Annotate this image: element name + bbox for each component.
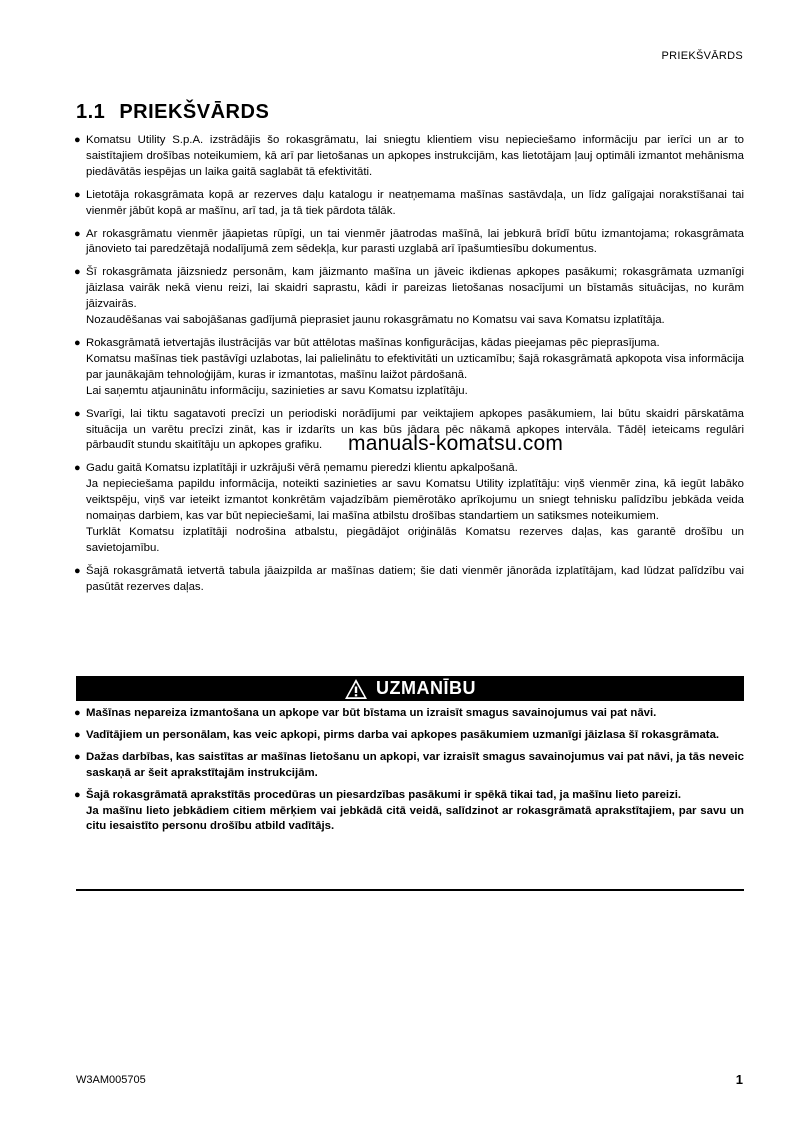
paragraph: Šī rokasgrāmata jāizsniedz personām, kam jāizmanto mašīna un jāveic ikdienas apkopes pasākumi; rokasgrāmata uzmanīgi jāizlasa vairāk nekā vienu reizi, lai skaidri saprastu, kādi ir pareizas lietošanas nosacījumi un bīstamās situācijas, no kurām jāizvairās. [86,266,744,311]
running-header: PRIEKŠVĀRDS [661,50,743,62]
paragraph: Dažas darbības, kas saistītas ar mašīnas lietošanu un apkopi, var izraisīt smagus savainojumus vai pat nāvi, ja tās neveic saskaņā ar šeit aprakstītajām instrukcijām. [86,750,744,779]
watermark-text: manuals-komatsu.com [348,432,564,455]
paragraph: Rokasgrāmatā ietvertajās ilustrācijās var būt attēlotas mašīnas konfigurācijas, kādas pieejamas pēc pieprasījuma. [86,336,660,349]
warning-content [76,706,744,841]
paragraph: Ar rokasgrāmatu vienmēr jāapietas rūpīgi, un tai vienmēr jāatrodas mašīnā, lai jebkurā brīdī būtu izmantojama; rokasgrāmata jānovieto tai paredzētajā nodalījumā zem sēdekļa, kur parasti uzglabā arī īpašumtiesību dokumentus. [86,227,744,256]
bullet-icon: ● [74,788,81,801]
paragraph: Nozaudēšanas vai sabojāšanas gadījumā pieprasiet jaunu rokasgrāmatu no Komatsu vai sava Komatsu izplatītāja. [86,314,665,327]
bullet-icon: ● [74,564,81,577]
list-item [76,788,744,836]
list-item [76,706,744,722]
warning-bullet-list [76,706,744,835]
list-item [76,265,744,329]
paragraph: Turklāt Komatsu izplatītāji nodrošina atbalstu, piegādājot oriģinālās Komatsu rezerves daļas, kas garantē drošību un savietojamību. [86,525,744,554]
paragraph: Komatsu mašīnas tiek pastāvīgi uzlabotas, lai palielinātu to efektivitāti un uzticamību; šajā rokasgrāmatā apkopota visa informācija par jaunākajām tehnoloģijām, kuras ir izmantotas, mašīnu laižot pārdošanā. [86,352,744,381]
list-item [76,564,744,596]
bullet-icon: ● [74,227,81,240]
bullet-icon: ● [74,188,81,201]
paragraph: Šajā rokasgrāmatā aprakstītās procedūras un piesardzības pasākumi ir spēkā tikai tad, ja mašīnu lieto pareizi. [86,788,682,801]
paragraph: Gadu gaitā Komatsu izplatītāji ir uzkrājuši vērā ņemamu pieredzi klientu apkalpošanā. [86,462,518,475]
bullet-icon: ● [74,407,81,420]
bullet-icon: ● [74,707,81,719]
bullet-icon: ● [74,336,81,349]
paragraph: Lietotāja rokasgrāmata kopā ar rezerves daļu katalogu ir neatņemama mašīnas sastāvdaļa, un līdz galīgajai norakstīšanai tai vienmēr jābūt kopā ar mašīnu, arī tad, ja tā tiek pārdota tālāk. [86,188,744,217]
section-number: 1.1 [76,101,106,123]
paragraph: Komatsu Utility S.p.A. izstrādājis šo rokasgrāmatu, lai sniegtu klientiem visu nepieciešamo informāciju par ierīci un ar to saistītajiem drošības noteikumiem, kā arī par lietošanas un apkopes instrukcijām, kas lietotājam ļauj optimāli izmantot mehānisma piedāvātās iespējas un laika gaitā saglabāt tā efektivitāti. [86,134,744,178]
list-item [76,336,744,400]
body-content [76,133,744,603]
paragraph: Vadītājiem un personālam, kas veic apkopi, pirms darba vai apkopes pasākumiem uzmanīgi jāizlasa šī rokasgrāmata. [86,728,720,741]
paragraph: Svarīgi, lai tiktu sagatavoti precīzi un periodiski norādījumi par veiktajiem apkopes pasākumiem, lai būtu skaidri pārskatāma situācija un varētu precīzi zināt, kas ir izdarīts un kas būs jādara pēc nākamā apkopes intervāla. Tādēļ ieteicams regulāri pārbaudīt stundu skaitītāju un apkopes grafiku. [86,407,744,452]
paragraph: Šajā rokasgrāmatā ietvertā tabula jāaizpilda ar mašīnas datiem; šie dati vienmēr jānorāda izplatītājam, kad lūdzat palīdzību vai pasūtāt rezerves daļas. [86,564,744,593]
bullet-icon: ● [74,134,81,146]
page-number: 1 [735,1072,743,1087]
list-item [76,750,744,782]
list-item [76,133,744,181]
bullet-icon: ● [74,728,81,741]
bullet-icon: ● [74,266,81,279]
paragraph: Ja nepieciešama papildu informācija, noteikti sazinieties ar savu Komatsu Utility izplatītāju: viņš vienmēr zina, kā iegūt labāko veiktspēju, viņš var ieteikt izmantot konkrētām vajadzībām piemērotāko aprīkojumu un sniegt tehnisku palīdzību jebkāda veida nomaiņas darbiem, kas var būt nepieciešami, lai mašīna atbilstu drošības standartiem un satiksmes noteikumiem. [86,478,744,523]
list-item [76,227,744,259]
bullet-icon: ● [74,462,81,475]
paragraph: Mašīnas nepareiza izmantošana un apkope var būt bīstama un izraisīt smagus savainojumus vai pat nāvi. [86,707,657,719]
section-heading [76,101,269,124]
paragraph: Lai saņemtu atjauninātu informāciju, sazinieties ar savu Komatsu izplatītāju. [86,384,468,397]
list-item [76,728,744,744]
document-code: W3AM005705 [76,1074,146,1086]
warning-triangle-icon [344,678,368,700]
warning-title: UZMANĪBU [376,678,476,698]
paragraph: Ja mašīnu lieto jebkādiem citiem mērķiem vai jebkādā citā veidā, salīdzinot ar rokasgrāmatā aprakstītajiem, par savu un citu iesaistīto personu drošību atbild vadītājs. [86,804,744,833]
list-item [76,461,744,556]
warning-banner [76,676,744,701]
list-item [76,188,744,220]
section-title-text: PRIEKŠVĀRDS [119,101,270,123]
bullet-icon: ● [74,750,81,763]
section-divider [76,889,744,891]
intro-bullet-list [76,133,744,596]
